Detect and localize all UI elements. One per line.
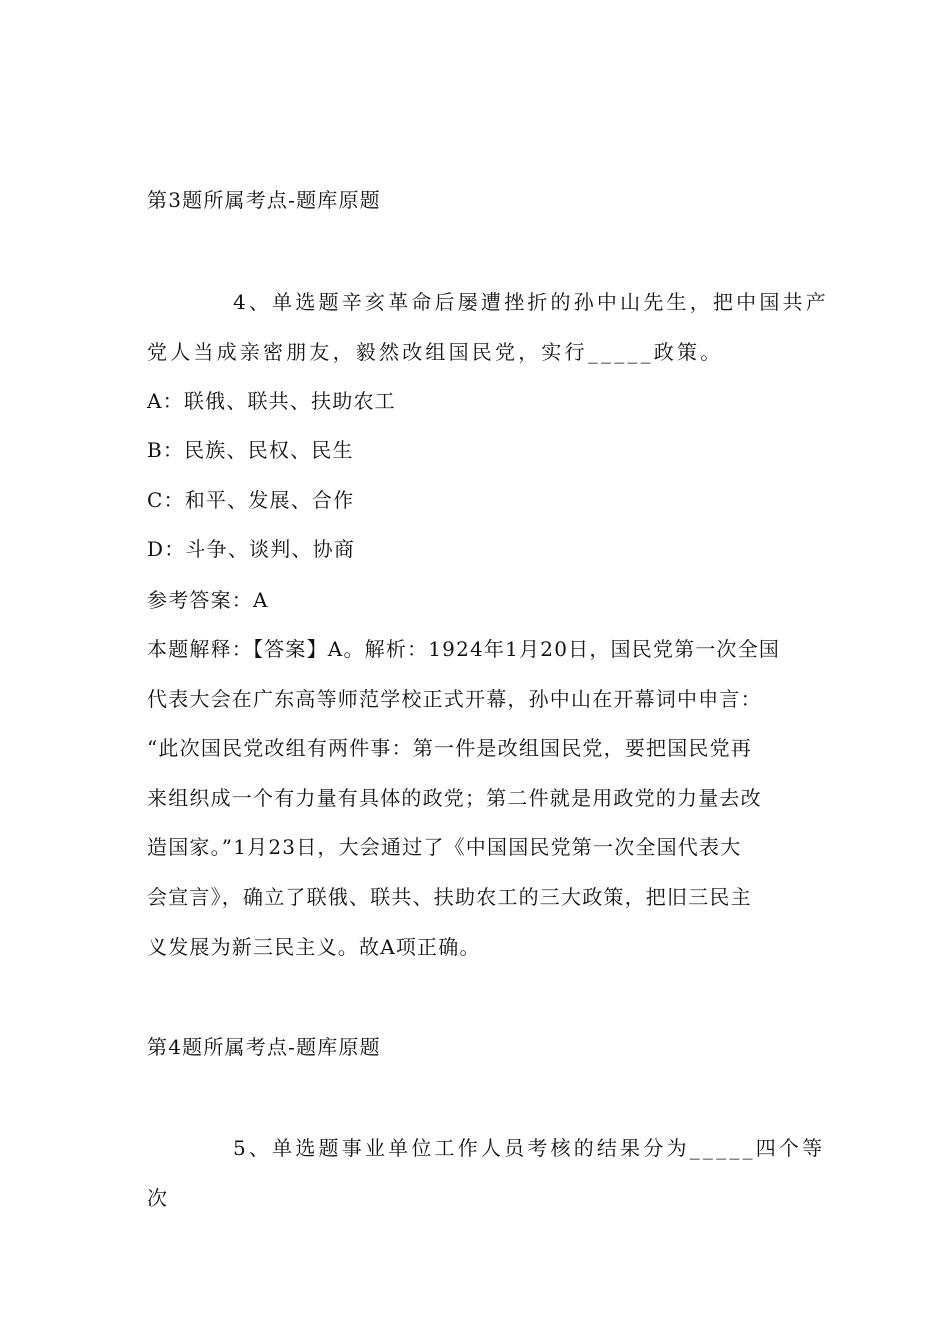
question-5-stem-line-2: 次 (147, 1186, 169, 1210)
explanation-line-4: 来组织成一个有力量有具体的政党；第二件就是用政党的力量去改 (147, 786, 762, 810)
explanation-line-3: “此次国民党改组有两件事：第一件是改组国民党，要把国民党再 (147, 736, 753, 760)
question-4-stem-line-1: 4、单选题辛亥革命后屡遭挫折的孙中山先生，把中国共产 (233, 290, 829, 314)
option-d: D：斗争、谈判、协商 (147, 537, 356, 561)
explanation-line-7: 义发展为新三民主义。故A项正确。 (147, 935, 481, 959)
option-a: A：联俄、联共、扶助农工 (147, 389, 396, 413)
section-3-tag: 第3题所属考点-题库原题 (147, 188, 381, 212)
option-b: B：民族、民权、民生 (147, 438, 354, 462)
explanation-line-6: 会宣言》，确立了联俄、联共、扶助农工的三大政策，把旧三民主 (147, 885, 752, 909)
explanation-line-5: 造国家。”1月23日，大会通过了《中国国民党第一次全国代表大 (147, 835, 742, 859)
explanation-line-2: 代表大会在广东高等师范学校正式开幕，孙中山在开幕词中申言： (147, 687, 762, 711)
section-4-tag: 第4题所属考点-题库原题 (147, 1035, 381, 1059)
reference-answer: 参考答案：A (147, 588, 269, 612)
option-c: C：和平、发展、合作 (147, 488, 355, 512)
question-5-stem-line-1: 5、单选题事业单位工作人员考核的结果分为_____四个等 (233, 1136, 826, 1160)
explanation-line-1: 本题解释：【答案】A。解析：1924年1月20日，国民党第一次全国 (147, 637, 781, 661)
question-4-stem-line-2: 党人当成亲密朋友，毅然改组国民党，实行_____政策。 (147, 340, 724, 364)
